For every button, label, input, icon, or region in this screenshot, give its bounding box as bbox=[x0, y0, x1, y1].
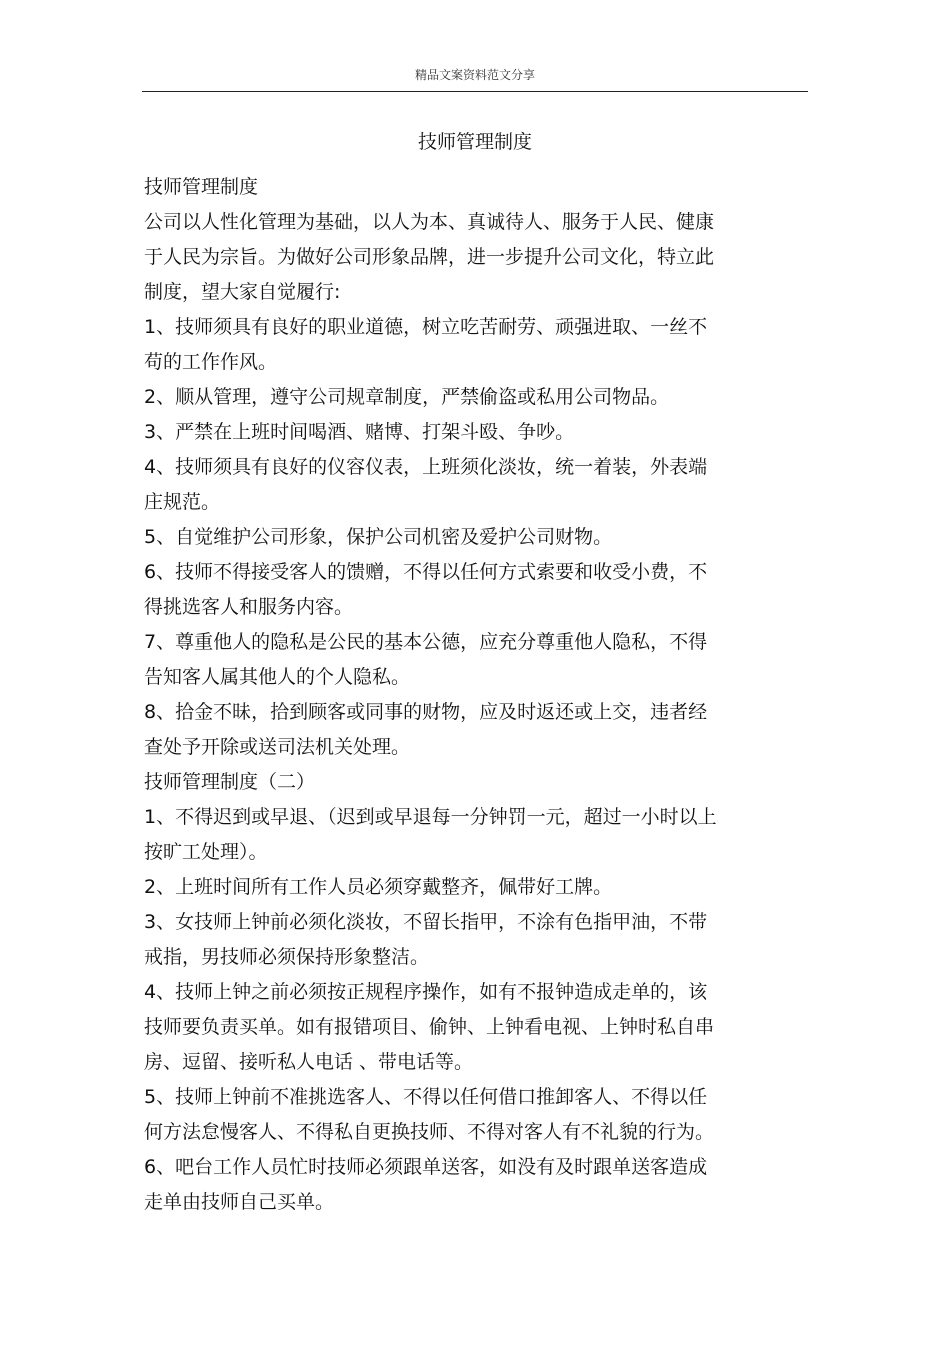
rule-item: 5、技师上钟前不准挑选客人、不得以任何借口推卸客人、不得以任 何方法怠慢客人、不得私自更换技师、不得对客人有不礼貌的行为。 bbox=[144, 1086, 715, 1143]
rule-item: 5、自觉维护公司形象，保护公司机密及爱护公司财物。 bbox=[144, 526, 613, 548]
rule-item: 1、不得迟到或早退、（迟到或早退每一分钟罚一元，超过一小时以上 按旷工处理）。 bbox=[144, 806, 717, 863]
rule-item: 3、女技师上钟前必须化淡妆，不留长指甲，不涂有色指甲油，不带 戒指，男技师必须保持形象整洁。 bbox=[144, 911, 708, 968]
rule-item: 6、技师不得接受客人的馈赠，不得以任何方式索要和收受小费，不 得挑选客人和服务内容。 bbox=[144, 561, 708, 618]
section-heading: 技师管理制度 bbox=[144, 176, 259, 198]
rule-item: 3、严禁在上班时间喝酒、赌博、打架斗殴、争吵。 bbox=[144, 421, 575, 443]
section-heading: 技师管理制度（二） bbox=[144, 771, 316, 793]
rule-item: 6、吧台工作人员忙时技师必须跟单送客，如没有及时跟单送客造成 走单由技师自己买单。 bbox=[144, 1156, 708, 1213]
document-title: 技师管理制度 bbox=[417, 131, 532, 153]
rule-item: 1、技师须具有良好的职业道德，树立吃苦耐劳、顽强进取、一丝不 苟的工作作风。 bbox=[144, 316, 708, 373]
document-body bbox=[144, 170, 784, 1220]
rule-item: 4、技师上钟之前必须按正规程序操作，如有不报钟造成走单的，该 技师要负责买单。如有报错项目、偷钟、上钟看电视、上钟时私自串 房、逗留、接听私人电话 、带电话等。 bbox=[144, 981, 715, 1073]
header-divider bbox=[142, 91, 808, 92]
rule-item: 2、顺从管理，遵守公司规章制度，严禁偷盗或私用公司物品。 bbox=[144, 386, 670, 408]
rule-item: 7、尊重他人的隐私是公民的基本公德，应充分尊重他人隐私，不得 告知客人属其他人的个人隐私。 bbox=[144, 631, 708, 688]
rule-item: 4、技师须具有良好的仪容仪表，上班须化淡妆，统一着装，外表端 庄规范。 bbox=[144, 456, 708, 513]
page-header: 精品文案资料范文分享 bbox=[414, 68, 535, 82]
rule-item: 2、上班时间所有工作人员必须穿戴整齐，佩带好工牌。 bbox=[144, 876, 613, 898]
rule-item: 8、拾金不昧，拾到顾客或同事的财物，应及时返还或上交，违者经 查处予开除或送司法机关处理。 bbox=[144, 701, 708, 758]
intro-paragraph: 公司以人性化管理为基础，以人为本、真诚待人、服务于人民、健康 于人民为宗旨。为做好公司形象品牌，进一步提升公司文化，特立此 制度，望大家自觉履行: bbox=[144, 211, 715, 303]
